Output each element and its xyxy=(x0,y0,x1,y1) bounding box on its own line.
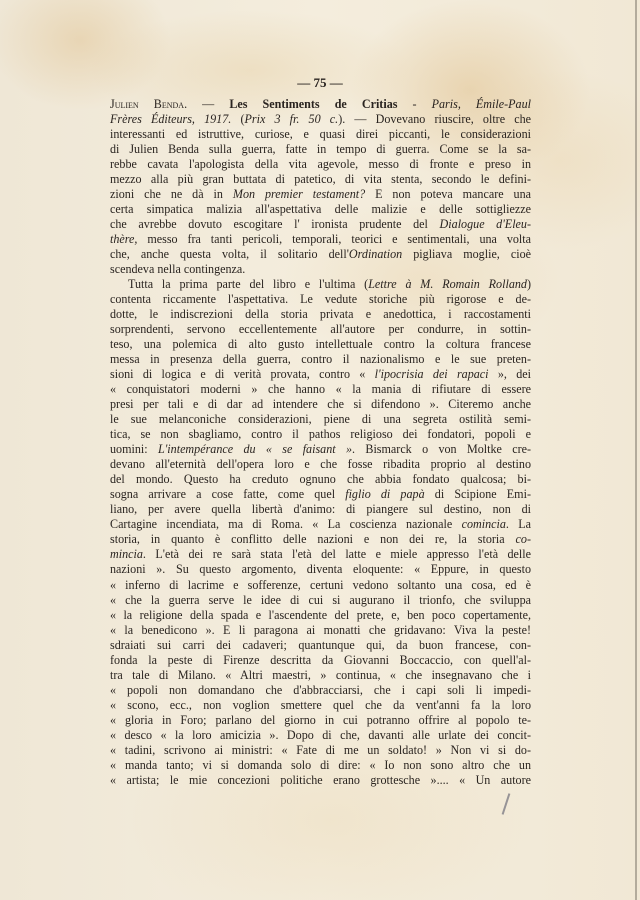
text-line xyxy=(110,307,531,322)
text-segment: presi per tali e di dar ad intendere che si difendono ». Citeremo anche xyxy=(110,397,531,412)
text-line xyxy=(110,547,531,562)
text-line xyxy=(110,397,531,412)
text-line xyxy=(110,743,531,758)
text-line xyxy=(110,217,531,232)
italic-text: Prix 3 fr. 50 c. xyxy=(244,112,339,127)
text-segment: contenta riccamente l'aspettativa. Le vedute storiche più rigorose e de- xyxy=(110,292,531,307)
text-segment: interessanti ed istruttive, curiose, e quasi direi piccanti, le considerazioni xyxy=(110,127,531,142)
text-line xyxy=(110,472,531,487)
text-segment: « che la guerra serve le idee di cui si augurano il trionfo, che sviluppa xyxy=(110,592,531,607)
italic-text: figlio di papà xyxy=(345,487,425,502)
text-segment: ( xyxy=(231,112,245,127)
text-line xyxy=(110,623,531,638)
text-segment: sdraiati sui carri dei cadaveri; quantunque qui, da buon francese, con- xyxy=(110,637,531,652)
text-segment: ). — Dovevano riuscire, oltre che xyxy=(338,112,531,127)
text-segment: Tutta la prima parte del libro e l'ultima ( xyxy=(128,277,369,292)
text-line xyxy=(110,698,531,713)
scan-edge xyxy=(635,0,637,900)
text-line xyxy=(110,382,531,397)
text-segment: del mondo. Questo ha creduto ognuno che abbia fondato qualcosa; bi- xyxy=(110,472,531,487)
italic-text: Lettre à M. Romain Rolland xyxy=(368,277,527,292)
text-segment: « la religione della spada e l'ascendente del prete, e, ben poco copertamente, xyxy=(110,607,531,622)
text-segment: sogna arrivare a cose fatte, come quel xyxy=(110,487,346,502)
text-segment: che, anche questa volta, il solitario dell' xyxy=(110,247,349,262)
italic-text: Frères Éditeurs, 1917. xyxy=(110,112,232,127)
text-line xyxy=(110,292,531,307)
text-segment: « artista; le mie concezioni politiche erano grottesche ».... « Un autore xyxy=(110,772,531,787)
text-line xyxy=(110,668,531,683)
text-line xyxy=(110,247,531,262)
text-segment: messo fra tanti pericoli, temporali, teorici e sentimentali, una volta xyxy=(137,232,531,247)
text-segment: liano, per avere quella libertà d'animo: di piangere sul destino, non di xyxy=(110,502,531,517)
text-segment: « la benedicono ». E li paragona ai monatti che gridavano: Viva la peste! xyxy=(110,622,531,637)
review-text xyxy=(110,97,531,788)
text-segment: nazioni ». Su questo argomento, diventa eloquente: « Eppure, in questo xyxy=(110,562,531,577)
text-segment: sorprendenti, servono eccellentemente all'autore per condurre, in sottin- xyxy=(110,322,531,337)
text-line xyxy=(110,442,531,457)
text-segment: di Scipione Emi- xyxy=(424,487,531,502)
text-line xyxy=(110,352,531,367)
text-segment: pigliava moglie, cioè xyxy=(402,247,531,262)
text-line xyxy=(110,608,531,623)
text-segment: E non poteva mancare una xyxy=(365,187,532,202)
text-segment: - xyxy=(397,97,432,111)
text-segment: « inferno di lacrime e sofferenze, certuni vedono soltanto una cosa, ed è xyxy=(110,577,531,592)
text-line xyxy=(110,97,531,112)
text-line xyxy=(110,532,531,547)
italic-text: Dialogue d'Eleu- xyxy=(439,217,531,232)
text-segment: zioni che ne dà in xyxy=(110,187,233,202)
text-line xyxy=(110,653,531,668)
text-line xyxy=(110,773,531,788)
text-segment: . La xyxy=(505,517,531,532)
text-line xyxy=(110,728,531,743)
text-segment: devano all'eternità dell'opera loro e che fosse ribadita proprio al destino xyxy=(110,457,531,472)
text-line xyxy=(110,457,531,472)
italic-text: co- xyxy=(515,532,531,547)
text-line xyxy=(110,683,531,698)
italic-text: L'intempérance du « se faisant » xyxy=(157,442,353,457)
text-line xyxy=(110,367,531,382)
text-segment: « conquistatori moderni » che hanno « la mania di rifiutare di essere xyxy=(110,382,531,397)
text-segment: « scono, ecc., non voglion smettere quel che da vent'anni fa la loro xyxy=(110,697,531,712)
text-segment: messa in presenza della guerra, contro il nazionalismo e le sue preten- xyxy=(110,352,531,367)
text-segment: . — xyxy=(184,97,230,111)
text-segment: Cartagine incendiata, ma di Roma. « La coscienza nazionale xyxy=(110,517,462,532)
italic-text: Ordination xyxy=(348,247,403,262)
text-line xyxy=(110,337,531,352)
text-segment: « tadini, scrivono ai ministri: « Fate di me un soldato! » Non vi si do- xyxy=(110,742,531,757)
page-number: — 75 — xyxy=(297,75,343,90)
text-segment: « desco « la loro amicizia ». Dopo di che, davanti alle urlate dei concit- xyxy=(110,727,531,742)
text-segment: di Julien Benda sulla guerra, fatte in tempo di guerra. Come se la sa- xyxy=(110,142,531,157)
text-segment: rebbe cavata l'apologista della vita agevole, messo di fronte e preso in xyxy=(110,157,531,172)
text-segment: scendeva nella contingenza. xyxy=(110,262,246,277)
author-name: Julien Benda xyxy=(110,97,185,111)
text-segment: le sue melanconiche considerazioni, piene di una segreta ostilità semi- xyxy=(110,412,531,427)
text-line xyxy=(110,502,531,517)
text-segment: « manda tanto; vi si domanda solo di dire: « Io non sono altro che un xyxy=(110,757,531,772)
text-line xyxy=(110,127,531,142)
text-segment: tra tale di Milano. « Altri maestri, » continua, « che insegnavano che i xyxy=(110,667,531,682)
italic-text: Paris, Émile-Paul xyxy=(431,97,531,111)
text-segment: uomini: xyxy=(110,442,158,457)
text-line xyxy=(110,562,531,577)
text-segment: . L'età dei re sarà stata l'età del latte e miele appresso l'età delle xyxy=(142,547,531,562)
text-segment: tica, se non sbagliamo, contro il pathos religioso dei fondatori, popoli e xyxy=(110,427,531,442)
text-line xyxy=(110,517,531,532)
italic-text: l'ipocrisia dei rapaci xyxy=(374,367,489,382)
text-segment: « popoli non domandano che d'abbracciarsi, che i capi soli li impedi- xyxy=(110,682,531,697)
text-line xyxy=(110,157,531,172)
text-line xyxy=(110,412,531,427)
text-line xyxy=(110,262,531,277)
text-line xyxy=(110,427,531,442)
bold-title: Les Sentiments de Critias xyxy=(229,97,398,111)
text-segment: dotte, le indiscrezioni della storia privata e anedottica, i raccostamenti xyxy=(110,307,531,322)
text-line xyxy=(110,487,531,502)
text-line xyxy=(110,758,531,773)
text-line xyxy=(110,112,531,127)
text-segment: storia, in quanto è conflitto delle nazioni e non dei re, la storia xyxy=(110,532,516,547)
italic-text: Mon premier testament? xyxy=(232,187,366,202)
text-segment: che avrebbe dovuto escogitare l' ironista prudente del xyxy=(110,217,440,232)
text-segment: sioni di logica e di verità provata, contro « xyxy=(110,367,375,382)
text-line xyxy=(110,578,531,593)
text-line xyxy=(110,638,531,653)
text-segment: teso, una polemica di alto gusto intellettuale contro la coltura francese xyxy=(110,337,531,352)
text-line xyxy=(110,202,531,217)
text-segment: fonda la peste di Firenze descritta da Giovanni Boccaccio, con quell'al- xyxy=(110,652,531,667)
text-segment: ) xyxy=(526,277,531,292)
italic-text: thère, xyxy=(110,232,138,247)
text-segment: certa simpatica malizia all'aspettativa delle malizie e delle sottigliezze xyxy=(110,202,531,217)
italic-text: mincia xyxy=(110,547,143,562)
text-line xyxy=(110,322,531,337)
text-segment: », dei xyxy=(488,367,531,382)
text-line xyxy=(110,277,531,292)
text-line xyxy=(110,172,531,187)
text-segment: mezzo alla più gran buttata di patetico, di vita stenta, secondo le defini- xyxy=(110,172,531,187)
text-line xyxy=(110,232,531,247)
pen-mark xyxy=(502,793,511,815)
text-line xyxy=(110,142,531,157)
text-segment: « gloria in Foro; parlano del giorno in cui potranno offrire al popolo te- xyxy=(110,712,531,727)
text-segment: . Bismarck o von Moltke cre- xyxy=(352,442,532,457)
italic-text: comincia xyxy=(461,517,506,532)
text-line xyxy=(110,593,531,608)
text-line xyxy=(110,713,531,728)
text-line xyxy=(110,187,531,202)
